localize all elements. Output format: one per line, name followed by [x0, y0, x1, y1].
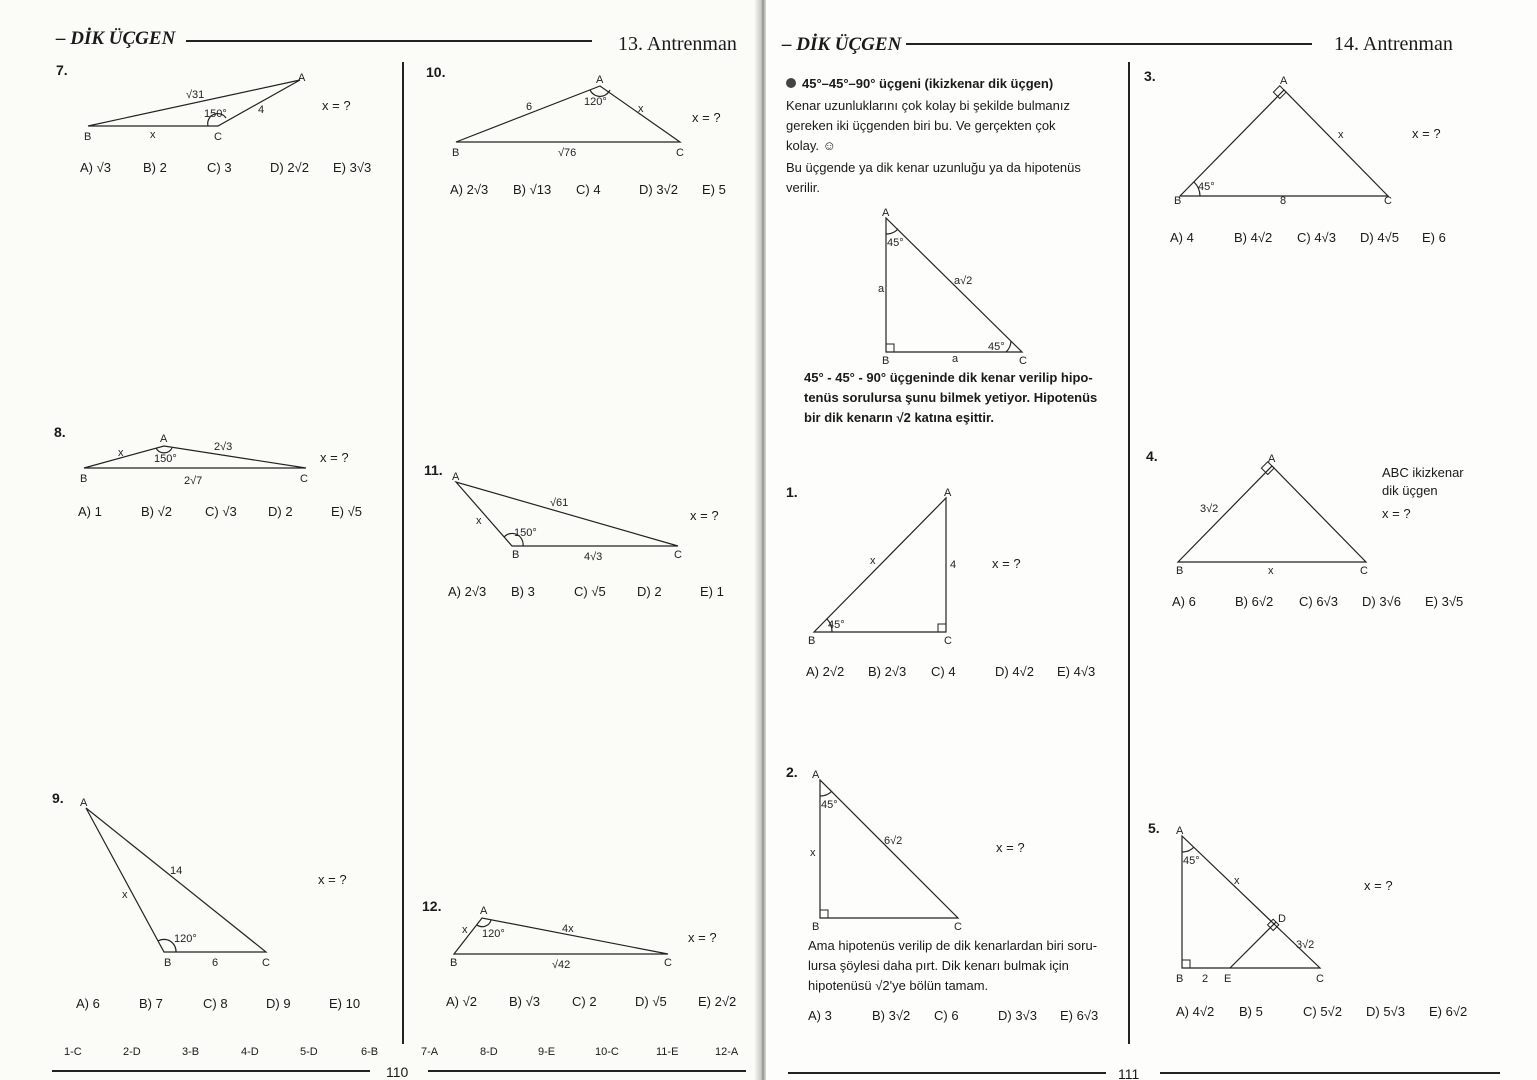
svg-text:B: B [882, 355, 890, 367]
question-number: 11. [424, 462, 443, 478]
page-number: 110 [386, 1064, 409, 1080]
note-text: Ama hipotenüs verilip de dik kenarlardan biri soru- [808, 938, 1098, 953]
intro-text: gereken iki üçgenden biri bu. Ve gerçekten çok [786, 118, 1056, 133]
svg-text:√76: √76 [558, 147, 577, 159]
svg-text:A: A [882, 207, 890, 219]
option-e[interactable]: E) 1 [700, 584, 724, 599]
svg-text:C: C [664, 957, 672, 969]
option-c[interactable]: C) √3 [205, 504, 237, 519]
note-text: hipotenüsü √2'ye bölün tamam. [808, 978, 989, 993]
svg-text:2: 2 [1202, 973, 1209, 985]
question-7 [56, 62, 396, 192]
option-d[interactable]: D) 9 [266, 996, 291, 1011]
question-number: 1. [786, 484, 798, 500]
question-number: 9. [52, 790, 64, 806]
header-rule [186, 40, 592, 42]
header-title: DİK ÜÇGEN [70, 28, 176, 49]
answer-key-item: 1-C [64, 1046, 82, 1058]
svg-text:C: C [944, 635, 952, 646]
option-d[interactable]: D) 5√3 [1366, 1004, 1405, 1019]
rule-text: bir dik kenarın √2 katına eşittir. [804, 410, 994, 425]
option-c[interactable]: C) 6√3 [1299, 594, 1338, 609]
answer-key-item: 5-D [300, 1046, 318, 1058]
svg-text:6√2: 6√2 [884, 835, 903, 847]
answer-key-item: 11-E [656, 1046, 679, 1058]
svg-text:2√7: 2√7 [184, 475, 203, 485]
option-a[interactable]: A) 6 [76, 996, 100, 1011]
svg-text:√31: √31 [186, 89, 205, 101]
left-header [56, 28, 175, 50]
option-b[interactable]: B) 6√2 [1235, 594, 1274, 609]
svg-text:14: 14 [170, 865, 183, 877]
triangle-figure [78, 794, 298, 974]
svg-text:D: D [1278, 913, 1286, 925]
svg-text:√61: √61 [550, 497, 569, 509]
question-r1 [786, 484, 1116, 684]
question-number: 2. [786, 764, 798, 780]
question-prompt: x = ? [992, 556, 1021, 571]
question-number: 8. [54, 424, 66, 440]
question-prompt: x = ? [1412, 126, 1441, 141]
triangle-figure [1170, 72, 1400, 206]
option-b[interactable]: B) 2√3 [868, 664, 907, 679]
svg-text:45°: 45° [1183, 855, 1200, 867]
intro-triangle-figure [866, 204, 1046, 370]
option-a[interactable]: A) √3 [80, 160, 111, 175]
svg-text:B: B [1174, 195, 1182, 206]
question-prompt: x = ? [688, 930, 717, 945]
answer-key-item: 7-A [421, 1046, 439, 1058]
svg-text:C: C [1316, 973, 1324, 985]
page-number: 111 [1118, 1066, 1140, 1080]
svg-text:a√2: a√2 [954, 275, 973, 287]
answer-key-item: 8-D [480, 1046, 498, 1058]
question-r3 [1144, 66, 1524, 256]
footer-rule [1160, 1072, 1500, 1074]
svg-text:B: B [1176, 565, 1184, 576]
note-line: ABC ikizkenar [1382, 465, 1464, 480]
svg-text:A: A [944, 487, 952, 499]
svg-text:45°: 45° [988, 341, 1005, 353]
svg-text:a: a [878, 283, 885, 295]
option-a[interactable]: A) 1 [78, 504, 102, 519]
intro-text: kolay. ☺ [786, 138, 836, 153]
svg-text:x: x [476, 515, 482, 527]
svg-text:C: C [1384, 195, 1392, 206]
intro-text: Kenar uzunluklarını çok kolay bi şekilde bulmanız [786, 98, 1070, 113]
left-page [0, 0, 760, 1080]
question-prompt: x = ? [320, 450, 349, 465]
option-a[interactable]: A) 4 [1170, 230, 1194, 245]
svg-text:150°: 150° [204, 108, 227, 120]
svg-text:4x: 4x [562, 923, 574, 935]
option-e[interactable]: E) 10 [329, 996, 361, 1011]
svg-text:A: A [452, 471, 460, 483]
answer-key-item: 6-B [361, 1046, 379, 1058]
option-e[interactable]: E) 6 [1422, 230, 1446, 245]
option-b[interactable]: B) 5 [1239, 1004, 1263, 1019]
header-dash: – [56, 28, 66, 49]
svg-text:4: 4 [258, 104, 265, 116]
question-8 [54, 424, 394, 534]
svg-text:45°: 45° [828, 619, 845, 631]
triangle-figure [76, 430, 316, 485]
svg-text:4: 4 [950, 559, 957, 571]
note-text: lursa şöylesi daha pırt. Dik kenarı bulmak için [808, 958, 1069, 973]
triangle-figure [76, 70, 316, 145]
question-prompt: x = ? [996, 840, 1025, 855]
svg-text:A: A [812, 769, 820, 781]
svg-text:150°: 150° [154, 453, 177, 465]
svg-text:120°: 120° [174, 933, 197, 945]
intro-heading: 45°–45°–90° üçgeni (ikizkenar dik üçgen) [786, 74, 1106, 94]
option-b[interactable]: B) 7 [139, 996, 163, 1011]
svg-text:x: x [118, 447, 124, 459]
header-section: 14. Antrenman [1334, 33, 1453, 55]
svg-text:C: C [214, 131, 222, 143]
option-d[interactable]: D) 3√6 [1362, 594, 1401, 609]
svg-text:x: x [870, 555, 876, 567]
answer-key-item: 4-D [241, 1046, 259, 1058]
svg-text:C: C [674, 549, 682, 561]
svg-text:A: A [298, 72, 306, 84]
svg-text:B: B [84, 131, 92, 143]
right-page [766, 0, 1537, 1080]
triangle-figure [1174, 452, 1394, 576]
bullet-icon [786, 78, 796, 88]
svg-text:x: x [1234, 875, 1240, 887]
option-e[interactable]: E) √5 [331, 504, 362, 519]
header-section: 13. Antrenman [618, 33, 737, 55]
svg-text:C: C [1019, 355, 1027, 367]
svg-text:A: A [1280, 75, 1288, 87]
svg-text:B: B [450, 957, 458, 969]
answer-key-item: 3-B [182, 1046, 200, 1058]
option-d[interactable]: D) 3√2 [639, 182, 678, 197]
svg-text:B: B [808, 635, 816, 646]
svg-text:x: x [462, 924, 468, 936]
rule-section [804, 368, 1114, 428]
option-b[interactable]: B) 2 [143, 160, 167, 175]
question-prompt: x = ? [322, 98, 351, 113]
option-e[interactable]: E) 4√3 [1057, 664, 1096, 679]
option-e[interactable]: E) 6√2 [1429, 1004, 1468, 1019]
option-d[interactable]: D) 4√5 [1360, 230, 1399, 245]
svg-text:√42: √42 [552, 959, 571, 971]
triangle-figure [804, 484, 984, 646]
option-a[interactable]: A) 3 [808, 1008, 832, 1023]
option-a[interactable]: A) 6 [1172, 594, 1196, 609]
option-e[interactable]: E) 3√3 [333, 160, 372, 175]
option-c[interactable]: C) 4 [576, 182, 601, 197]
svg-text:6: 6 [212, 957, 219, 969]
svg-text:45°: 45° [1198, 181, 1215, 193]
option-c[interactable]: C) 4 [931, 664, 956, 679]
option-e[interactable]: E) 5 [702, 182, 726, 197]
footer-rule [52, 1070, 370, 1072]
option-b[interactable]: B) 3 [511, 584, 535, 599]
right-header [782, 34, 901, 56]
option-d[interactable]: D) √5 [635, 994, 667, 1009]
svg-text:8: 8 [1280, 195, 1287, 206]
svg-text:C: C [300, 473, 308, 485]
svg-text:x: x [810, 847, 816, 859]
option-b[interactable]: B) √2 [141, 504, 172, 519]
option-a[interactable]: A) 2√3 [448, 584, 487, 599]
option-c[interactable]: C) 8 [203, 996, 228, 1011]
question-prompt: x = ? [1364, 878, 1393, 893]
question-9 [52, 790, 392, 1020]
column-divider [1128, 62, 1130, 1044]
answer-key-item: 10-C [595, 1046, 619, 1058]
header-title: DİK ÜÇGEN [796, 34, 902, 55]
svg-text:3√2: 3√2 [1296, 939, 1315, 951]
svg-text:C: C [262, 957, 270, 969]
question-prompt: x = ? [1382, 506, 1411, 521]
svg-text:E: E [1224, 973, 1232, 985]
question-number: 7. [56, 62, 68, 78]
svg-text:A: A [480, 905, 488, 917]
intro-text: verilir. [786, 180, 820, 195]
svg-text:120°: 120° [584, 96, 607, 108]
answer-key [0, 1046, 760, 1066]
svg-text:B: B [452, 147, 460, 159]
svg-text:C: C [954, 921, 962, 933]
svg-text:A: A [596, 74, 604, 86]
triangle-figure [1172, 824, 1342, 988]
answer-key-item: 9-E [538, 1046, 556, 1058]
svg-text:A: A [160, 433, 168, 445]
hyp-note [808, 936, 1118, 996]
svg-text:150°: 150° [514, 527, 537, 539]
question-number: 10. [426, 64, 446, 80]
option-a[interactable]: A) √2 [446, 994, 477, 1009]
question-prompt: x = ? [690, 508, 719, 523]
triangle-figure [450, 72, 690, 162]
svg-text:x: x [638, 103, 644, 115]
question-prompt: x = ? [692, 110, 721, 125]
answer-key-item: 12-A [715, 1046, 739, 1058]
option-c[interactable]: C) 5√2 [1303, 1004, 1342, 1019]
answer-key-item: 2-D [123, 1046, 141, 1058]
svg-text:x: x [122, 889, 128, 901]
svg-text:a: a [952, 353, 959, 365]
option-c[interactable]: C) 6 [934, 1008, 959, 1023]
triangle-figure [808, 768, 968, 934]
svg-text:A: A [80, 797, 88, 809]
question-note [1382, 464, 1464, 500]
svg-text:B: B [812, 921, 820, 933]
svg-text:45°: 45° [821, 799, 838, 811]
svg-text:45°: 45° [887, 237, 904, 249]
option-e[interactable]: E) 3√5 [1425, 594, 1464, 609]
svg-text:x: x [1268, 565, 1274, 576]
footer-rule [428, 1070, 746, 1072]
rule-text: tenüs sorulursa şunu bilmek yetiyor. Hipotenüs [804, 390, 1098, 405]
option-d[interactable]: D) 2 [268, 504, 293, 519]
svg-text:B: B [1176, 973, 1184, 985]
svg-text:C: C [676, 147, 684, 159]
option-a[interactable]: A) 2√2 [806, 664, 845, 679]
rule-text: 45° - 45° - 90° üçgeninde dik kenar verilip hipo- [804, 370, 1093, 385]
intro-text: Bu üçgende ya dik kenar uzunluğu ya da hipotenüs [786, 160, 1081, 175]
header-rule [906, 43, 1312, 45]
option-d[interactable]: D) 2 [637, 584, 662, 599]
question-r4 [1146, 448, 1526, 618]
question-number: 4. [1146, 448, 1158, 464]
svg-text:A: A [1176, 825, 1184, 837]
note-line: dik üçgen [1382, 483, 1438, 498]
svg-text:B: B [80, 473, 88, 485]
svg-text:3√2: 3√2 [1200, 503, 1219, 515]
option-d[interactable]: D) 4√2 [995, 664, 1034, 679]
option-d[interactable]: D) 3√3 [998, 1008, 1037, 1023]
triangle-figure [446, 902, 686, 972]
svg-text:A: A [1268, 453, 1276, 465]
svg-text:C: C [1360, 565, 1368, 576]
svg-text:6: 6 [526, 101, 533, 113]
svg-text:120°: 120° [482, 928, 505, 940]
svg-text:B: B [512, 549, 520, 561]
question-r2 [786, 764, 1116, 1034]
footer-rule [788, 1072, 1106, 1074]
option-b[interactable]: B) 3√2 [872, 1008, 911, 1023]
option-a[interactable]: A) 2√3 [450, 182, 489, 197]
triangle-figure [450, 468, 690, 564]
option-c[interactable]: C) 3 [207, 160, 232, 175]
question-prompt: x = ? [318, 872, 347, 887]
question-r5 [1148, 818, 1528, 1028]
option-c[interactable]: C) 4√3 [1297, 230, 1336, 245]
option-c[interactable]: C) √5 [574, 584, 606, 599]
question-12 [422, 898, 742, 1028]
option-a[interactable]: A) 4√2 [1176, 1004, 1215, 1019]
column-divider [402, 62, 404, 1044]
option-d[interactable]: D) 2√2 [270, 160, 309, 175]
option-e[interactable]: E) 2√2 [698, 994, 737, 1009]
svg-text:4√3: 4√3 [584, 551, 603, 563]
question-number: 3. [1144, 68, 1156, 84]
option-b[interactable]: B) √3 [509, 994, 540, 1009]
header-dash: – [782, 34, 792, 55]
svg-text:x: x [1338, 129, 1344, 141]
question-10 [426, 64, 746, 204]
question-number: 12. [422, 898, 442, 914]
option-c[interactable]: C) 2 [572, 994, 597, 1009]
svg-text:B: B [164, 957, 172, 969]
option-b[interactable]: B) √13 [513, 182, 552, 197]
option-e[interactable]: E) 6√3 [1060, 1008, 1099, 1023]
svg-text:2√3: 2√3 [214, 441, 233, 453]
svg-text:x: x [150, 129, 156, 141]
option-b[interactable]: B) 4√2 [1234, 230, 1273, 245]
question-number: 5. [1148, 820, 1160, 836]
question-11 [424, 462, 744, 612]
intro-section [786, 74, 1106, 198]
